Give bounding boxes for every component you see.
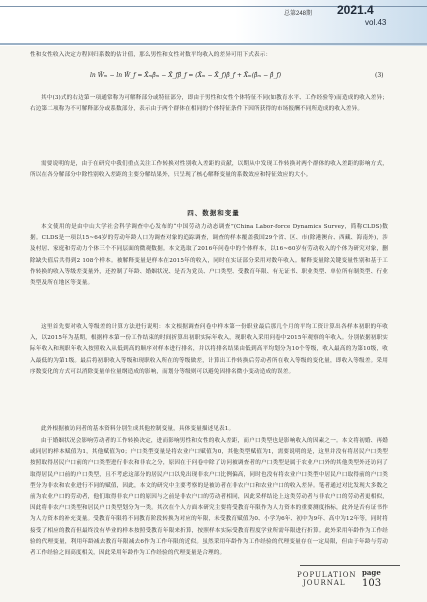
header-bottom-rule (0, 43, 427, 45)
journal-name-line2: JOURNAL (303, 579, 346, 587)
paragraph-intro: 性和女性收入决定方程回归系数的估计值，那么男性和女性对数平均收入的差异可用下式表示： (30, 52, 272, 58)
footer-rule (300, 565, 400, 566)
formula-number: (3) (375, 72, 384, 79)
paragraph-income-grade: 这里首先要对收入等级差的计算方法进行说明：本文根据调查问卷中样本第一份职业最后那几个月的平均工资计算出各样本初职的年收入，以2015年为基期，根据样本第一份工作结束的时间折算出初职实际年收入，现职收入采用问卷中2015年观察的年收入。分别依据初职实际年收入和现职年收入按照收入从低到高的顺序对样本进行排名，并以将排名结果由低到高平均划分为10个等级，收入最高的为第10级，收入最低的为第1级。最后将初职收入等级和现职收入所在的等级做差，计算出工作转换后劳动者所在收入等级的变化量，即收入等级差。采用序数变化的方式可以消除变量单位量纲造成的影响，而划分等级则可以避免因排名微小变动造成的误差。 (30, 324, 388, 375)
volume-number: vol.43 (365, 18, 387, 27)
page-label: page (362, 568, 381, 577)
paragraph-decomposition-explain: 其中(3)式的右边第一项通常称为可解释部分或特征部分，即由于男性和女性个体特征不同(如教育水平、工作经验等)而造成的收入差异；右边第二项称为不可解释部分或系数部分，表示由于两个群体在相同的个体特征条件下因所获得的市场报酬不同所造成的收入差异。 (30, 95, 388, 113)
page-number: 103 (362, 578, 382, 589)
section-title: 四、数据和变量 (187, 209, 240, 217)
issue-number: 总第248期 (284, 11, 313, 17)
journal-name-line1: POPULATION (297, 571, 357, 579)
paragraph-control-vars: 由于婚姻状况会影响劳动者的工作转换决定，进而影响男性和女性的收入差距，而户口类型也是影响收入的因素之一。本文将初婚、再婚或同居的样本赋值为1，其他赋值为0；户口类型变量是将农业户口赋值为0，其他类型赋值为1，需要说明的是，这里并没有将居民户口类型按照取得居民户口前的户口类型进行非农和非农之分，原因在于问卷中除了访问被调查者的户口类型是属于农业户口外的其他类型外还访问了取得居民户口前的户口类型，且不考虑这部分的居民户口以免出现非农户口比例偏高，同时也没有将农业户口类型中居民户口取得前的户口类型分为非农和农业进行不同的赋值，因此，本文的研究中主要考察的是被访者在非农户口和农业户口的收入差异。笔者通过对比发现大多数之前为农业户口的劳动者，他们取得非农户口的原因与之前是非农户口的劳动者相同，因此采样结论上这类劳动者与非农户口的劳动者更相似，因此将非农户口类型和居民户口类型划分为一类。其次在个人方面本研究主要将受教育年限作为人力资本的重要测度指标，此外是否有证书作为人力资本的补充变量。受教育年限将不同教育阶段转换为对应的年限，未受教育赋值为0、小学为6年、初中为9年、高中为12年等，同时将接受了相应的教育但最终没有毕业的样本按照受教育年限来折算，按照样本实际受教育程度学业所需年限进行折算。此外采用年龄作为工作经验的代理变量，利用年龄减去教育年限减去6作为工作年限的近似。虽然采用年龄作为工作经验的代理变量存在一定局限，但由于年龄与劳动者工作经验之间高度相关，因此采用年龄作为工作经验的代理变量是合理的。 (30, 438, 388, 557)
decomposition-formula: ln W̄ₘ − ln W̄_f = X̄ₘβ̂ₘ − X̄_fβ̂_f = (X̄ₘ − X̄_f)β̂_f + X̄ₘ(β̂ₘ − β̂_f) (90, 72, 282, 79)
issue-year: 2021.4 (337, 3, 374, 17)
paragraph-controls-intro: 此外根据被访问者的基本资料分别生成其他控制变量，具体变量描述见表1。 (41, 426, 235, 432)
paragraph-note: 需要说明的是，由于在研究中我们重点关注工作转换对性别收入差距的贡献，以期从中发现工作转换对两个群体的收入差距的影响方式，所以在各分解部分中除性别收入差距的主要分解结果外，只呈现了核心解释变量的系数效应和特征效应的大小。 (30, 161, 388, 179)
paragraph-data-source: 本文使用的是由中山大学社会科学调查中心发布的“中国劳动力动态调查”(China Labor-force Dynamics Survey，简称CLDS)数据。CLDS是一项以15~64岁的劳动年龄人口为调查对象的追踪调查，调查的样本覆盖我国29个省、区、市(除港澳台、西藏、海南外)，涉及村居、家庭和劳动力个体三个不同层面的微观数据。本文选取了2016年问卷中的个体样本，以16~60岁有劳动收入的个体为研究对象，删除缺失值后共得到2 108个样本。被解释变量是样本在2015年的收入，同时在实证部分采用对数年收入。解释变量除关键变量性别和基于工作转换的收入等级差变量外，还控制了年龄、婚姻状况、是否为党员、户口类型、受教育年限、有无证书、职业类型、单位所有制类型、行业类型及所在地区等变量。 (30, 224, 388, 287)
